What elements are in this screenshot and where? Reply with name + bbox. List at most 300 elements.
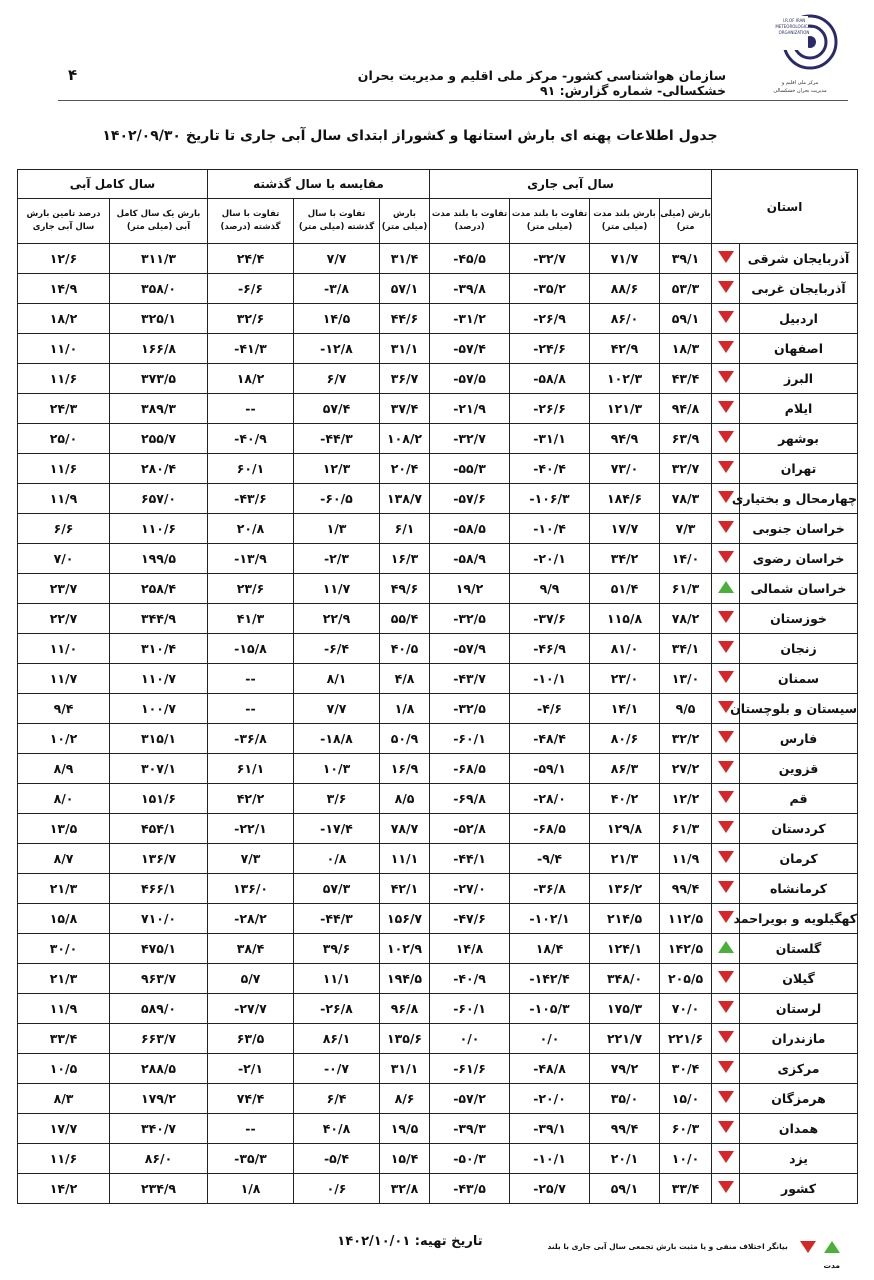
triangle-down-icon <box>718 401 734 413</box>
table-cell: -۴/۶ <box>510 694 590 724</box>
table-cell: ۰/۸ <box>294 844 380 874</box>
table-cell: -۵۷/۵ <box>430 364 510 394</box>
table-cell: ۶۰/۱ <box>208 454 294 484</box>
table-cell: ۱۵/۸ <box>18 904 110 934</box>
table-cell: ۱۹۴/۵ <box>380 964 430 994</box>
table-cell: ۲۵۵/۷ <box>110 424 208 454</box>
table-cell: ۱۲/۶ <box>18 244 110 274</box>
table-cell: -۴۸/۴ <box>510 724 590 754</box>
table-cell: ۲۰/۸ <box>208 514 294 544</box>
table-cell: ۹۴/۸ <box>660 394 712 424</box>
table-cell: ۸/۹ <box>18 754 110 784</box>
column-header: تفاوت با بلند مدت (میلی متر) <box>510 199 590 244</box>
table-cell: ۳۱/۱ <box>380 334 430 364</box>
table-cell: ۷۱۰/۰ <box>110 904 208 934</box>
province-name: زنجان <box>740 634 858 664</box>
table-cell: ۷/۳ <box>208 844 294 874</box>
table-cell: ۹۴/۹ <box>590 424 660 454</box>
column-header: درصد تامین بارش سال آبی جاری <box>18 199 110 244</box>
table-cell: -۶۸/۵ <box>510 814 590 844</box>
table-row <box>18 1024 858 1054</box>
table-cell: ۴۵۴/۱ <box>110 814 208 844</box>
table-cell: ۱۰/۳ <box>294 754 380 784</box>
table-row <box>18 274 858 304</box>
province-name: بوشهر <box>740 424 858 454</box>
table-cell: ۱۴/۰ <box>660 544 712 574</box>
triangle-down-icon <box>718 761 734 773</box>
legend-text: بیانگر اختلاف منفی و یا مثبت بارش تجمعی سال آبی جاری با بلند مدت <box>547 1242 840 1270</box>
table-cell: ۲۳۴/۹ <box>110 1174 208 1204</box>
table-row <box>18 604 858 634</box>
table-cell: ۱۲/۲ <box>660 784 712 814</box>
table-row <box>18 364 858 394</box>
triangle-down-icon <box>718 911 734 923</box>
province-name: کرمان <box>740 844 858 874</box>
table-cell: ۴۷۵/۱ <box>110 934 208 964</box>
table-row <box>18 244 858 274</box>
table-cell: ۳/۶ <box>294 784 380 814</box>
table-cell: ۷۸/۳ <box>660 484 712 514</box>
table-row <box>18 484 858 514</box>
column-header: تفاوت با سال گذشته (میلی متر) <box>294 199 380 244</box>
current-year-header: سال آبی جاری <box>430 170 712 199</box>
table-cell: ۵۹/۱ <box>660 304 712 334</box>
trend-cell <box>712 724 740 754</box>
table-cell: ۱۱/۶ <box>18 1144 110 1174</box>
table-cell: -۲۷/۷ <box>208 994 294 1024</box>
table-cell: -۵۸/۸ <box>510 364 590 394</box>
table-row <box>18 904 858 934</box>
trend-cell <box>712 304 740 334</box>
table-cell: ۳۵۸/۰ <box>110 274 208 304</box>
table-cell: -۵۵/۳ <box>430 454 510 484</box>
trend-cell <box>712 664 740 694</box>
table-cell: ۱۴/۲ <box>18 1174 110 1204</box>
table-cell: ۹۹/۴ <box>660 874 712 904</box>
table-cell: ۷۳/۰ <box>590 454 660 484</box>
table-cell: ۲۰/۱ <box>590 1144 660 1174</box>
triangle-down-icon <box>718 1151 734 1163</box>
table-cell: -۳۹/۱ <box>510 1114 590 1144</box>
page-header <box>0 0 874 110</box>
table-cell: -۱۰/۴ <box>510 514 590 544</box>
table-cell: -۴۳/۷ <box>430 664 510 694</box>
table-cell: -۴۰/۹ <box>430 964 510 994</box>
table-cell: ۱۵۱/۶ <box>110 784 208 814</box>
table-cell: ۱۵۶/۷ <box>380 904 430 934</box>
table-cell: -۵/۴ <box>294 1144 380 1174</box>
table-cell: ۱۰/۰ <box>660 1144 712 1174</box>
table-cell: ۵۷/۴ <box>294 394 380 424</box>
table-cell: ۳۷/۴ <box>380 394 430 424</box>
triangle-down-icon <box>718 731 734 743</box>
table-cell: ۱۳/۰ <box>660 664 712 694</box>
table-cell: -۱۸/۸ <box>294 724 380 754</box>
table-cell: -- <box>208 694 294 724</box>
table-cell: -۶۰/۱ <box>430 994 510 1024</box>
table-cell: ۳۱۱/۳ <box>110 244 208 274</box>
table-cell: ۱۱/۹ <box>660 844 712 874</box>
table-cell: ۸۶/۰ <box>590 304 660 334</box>
table-cell: ۴۴/۶ <box>380 304 430 334</box>
table-row <box>18 694 858 724</box>
trend-cell <box>712 334 740 364</box>
triangle-down-icon <box>718 791 734 803</box>
table-row <box>18 844 858 874</box>
table-cell: -۵۲/۸ <box>430 814 510 844</box>
table-cell: -۱۰۵/۳ <box>510 994 590 1024</box>
table-cell: -۲۰/۰ <box>510 1084 590 1114</box>
triangle-down-icon <box>718 1181 734 1193</box>
table-row <box>18 454 858 484</box>
table-cell: ۲۸۸/۵ <box>110 1054 208 1084</box>
triangle-down-icon <box>718 311 734 323</box>
table-cell: ۱/۸ <box>208 1174 294 1204</box>
table-cell: ۱۳۸/۷ <box>380 484 430 514</box>
table-cell: ۸۸/۶ <box>590 274 660 304</box>
table-row <box>18 964 858 994</box>
table-cell: -۶۹/۸ <box>430 784 510 814</box>
table-cell: -۳۲/۵ <box>430 604 510 634</box>
trend-cell <box>712 934 740 964</box>
province-name: کهگیلویه و بویراحمد <box>740 904 858 934</box>
province-header: استان <box>712 170 858 244</box>
full-year-header: سال کامل آبی <box>18 170 208 199</box>
table-cell: ۶۶۳/۷ <box>110 1024 208 1054</box>
trend-cell <box>712 604 740 634</box>
trend-cell <box>712 274 740 304</box>
trend-cell <box>712 514 740 544</box>
trend-cell <box>712 244 740 274</box>
table-cell: -۵۷/۲ <box>430 1084 510 1114</box>
province-name: تهران <box>740 454 858 484</box>
table-cell: -- <box>208 394 294 424</box>
table-cell: ۱۳/۵ <box>18 814 110 844</box>
table-cell: ۱۹/۵ <box>380 1114 430 1144</box>
triangle-down-icon <box>718 491 734 503</box>
table-cell: ۳۱/۴ <box>380 244 430 274</box>
table-cell: ۳۱۰/۴ <box>110 634 208 664</box>
table-cell: ۴/۸ <box>380 664 430 694</box>
table-cell: ۶۱/۱ <box>208 754 294 784</box>
table-cell: ۴۰/۲ <box>590 784 660 814</box>
table-cell: ۳۰۷/۱ <box>110 754 208 784</box>
table-row <box>18 1054 858 1084</box>
table-cell: ۸۶/۰ <box>110 1144 208 1174</box>
table-cell: ۹/۴ <box>18 694 110 724</box>
column-header: بارش (میلی متر) <box>660 199 712 244</box>
trend-cell <box>712 784 740 814</box>
triangle-down-icon <box>718 551 734 563</box>
trend-cell <box>712 454 740 484</box>
table-cell: ۷۰/۰ <box>660 994 712 1024</box>
table-cell: ۵۷/۱ <box>380 274 430 304</box>
table-cell: ۲۱/۳ <box>18 964 110 994</box>
table-cell: -۲۱/۹ <box>430 394 510 424</box>
table-row <box>18 814 858 844</box>
table-cell: ۸/۷ <box>18 844 110 874</box>
table-cell: ۳۵/۰ <box>590 1084 660 1114</box>
table-cell: ۷۱/۷ <box>590 244 660 274</box>
table-row <box>18 1144 858 1174</box>
trend-cell <box>712 424 740 454</box>
table-cell: -۳۱/۲ <box>430 304 510 334</box>
table-cell: ۱۸/۲ <box>208 364 294 394</box>
table-cell: -۳۲/۵ <box>430 694 510 724</box>
table-cell: ۲۵/۰ <box>18 424 110 454</box>
table-cell: -۳۶/۸ <box>510 874 590 904</box>
table-cell: -۵۷/۶ <box>430 484 510 514</box>
table-cell: -۵۷/۹ <box>430 634 510 664</box>
report-header-line: سازمان هواشناسی کشور- مرکز ملی اقلیم و مدیریت بحران خشکسالی- شماره گزارش: ۹۱ <box>357 68 726 98</box>
table-cell: ۲۰۵/۵ <box>660 964 712 994</box>
table-cell: ۱۱/۹ <box>18 994 110 1024</box>
svg-text:METEOROLOGICAL: METEOROLOGICAL <box>775 24 813 29</box>
triangle-down-icon <box>718 641 734 653</box>
table-cell: -۶/۶ <box>208 274 294 304</box>
table-cell: ۳۴/۱ <box>660 634 712 664</box>
province-name: خوزستان <box>740 604 858 634</box>
table-cell: ۱۴۲/۵ <box>660 934 712 964</box>
table-cell: ۱۱/۰ <box>18 634 110 664</box>
province-name: چهارمحال و بختیاری <box>740 484 858 514</box>
table-cell: ۱۱/۶ <box>18 364 110 394</box>
table-cell: ۳۲/۶ <box>208 304 294 334</box>
table-cell: ۱۱/۷ <box>294 574 380 604</box>
province-name: اصفهان <box>740 334 858 364</box>
trend-cell <box>712 1084 740 1114</box>
table-cell: ۱۸/۴ <box>510 934 590 964</box>
triangle-down-icon <box>718 1031 734 1043</box>
table-cell: ۱۳۵/۶ <box>380 1024 430 1054</box>
table-cell: ۳۳/۴ <box>18 1024 110 1054</box>
table-cell: -۳۲/۷ <box>430 424 510 454</box>
table-cell: ۳۸۹/۳ <box>110 394 208 424</box>
table-row <box>18 1084 858 1114</box>
table-cell: ۲۵۸/۴ <box>110 574 208 604</box>
table-cell: ۸/۶ <box>380 1084 430 1114</box>
table-cell: ۴۳/۴ <box>660 364 712 394</box>
table-row <box>18 934 858 964</box>
triangle-down-icon <box>718 1121 734 1133</box>
table-cell: -۴۵/۵ <box>430 244 510 274</box>
table-cell: ۱۸/۲ <box>18 304 110 334</box>
table-cell: ۱۰۰/۷ <box>110 694 208 724</box>
table-cell: ۲۴/۴ <box>208 244 294 274</box>
table-cell: ۱۲/۳ <box>294 454 380 484</box>
table-cell: ۱۱/۰ <box>18 334 110 364</box>
table-row <box>18 784 858 814</box>
column-header: بارش (میلی متر) <box>380 199 430 244</box>
table-cell: ۱۶۶/۸ <box>110 334 208 364</box>
province-name: البرز <box>740 364 858 394</box>
table-row <box>18 1114 858 1144</box>
province-name: آذربایجان غربی <box>740 274 858 304</box>
table-cell: -۵۷/۴ <box>430 334 510 364</box>
table-cell: -۴۴/۱ <box>430 844 510 874</box>
table-cell: -۲۶/۸ <box>294 994 380 1024</box>
trend-cell <box>712 994 740 1024</box>
table-cell: ۳۰/۴ <box>660 1054 712 1084</box>
table-cell: -۲۴/۶ <box>510 334 590 364</box>
table-cell: ۱۶/۳ <box>380 544 430 574</box>
table-cell: ۸/۰ <box>18 784 110 814</box>
table-cell: -۲۵/۷ <box>510 1174 590 1204</box>
table-row <box>18 994 858 1024</box>
table-cell: -۴۷/۶ <box>430 904 510 934</box>
table-cell: ۲۳/۷ <box>18 574 110 604</box>
table-cell: ۱۲۹/۸ <box>590 814 660 844</box>
table-cell: ۸۱/۰ <box>590 634 660 664</box>
table-cell: ۹۹/۴ <box>590 1114 660 1144</box>
table-cell: ۱۵/۰ <box>660 1084 712 1114</box>
table-cell: ۸۶/۳ <box>590 754 660 784</box>
table-cell: ۱۴/۹ <box>18 274 110 304</box>
table-cell: -۶۰/۵ <box>294 484 380 514</box>
table-cell: ۷/۰ <box>18 544 110 574</box>
table-cell: ۸۶/۱ <box>294 1024 380 1054</box>
table-cell: ۱۷۵/۳ <box>590 994 660 1024</box>
table-cell: -۱۳/۹ <box>208 544 294 574</box>
table-cell: ۱/۳ <box>294 514 380 544</box>
table-cell: -۳۹/۳ <box>430 1114 510 1144</box>
province-name: لرستان <box>740 994 858 1024</box>
trend-cell <box>712 364 740 394</box>
table-cell: ۱۱۵/۸ <box>590 604 660 634</box>
table-cell: ۴۲/۲ <box>208 784 294 814</box>
legend <box>540 1236 840 1270</box>
table-cell: ۱۸۴/۶ <box>590 484 660 514</box>
table-cell: -۳۷/۶ <box>510 604 590 634</box>
table-cell: ۳۱/۱ <box>380 1054 430 1084</box>
table-cell: ۳۴۸/۰ <box>590 964 660 994</box>
table-cell: ۴۰/۸ <box>294 1114 380 1144</box>
trend-cell <box>712 544 740 574</box>
table-cell: ۱۱/۱ <box>294 964 380 994</box>
table-cell: ۳۹/۶ <box>294 934 380 964</box>
table-cell: ۰/۰ <box>430 1024 510 1054</box>
table-cell: ۸۰/۶ <box>590 724 660 754</box>
table-row <box>18 514 858 544</box>
table-cell: -۶۱/۶ <box>430 1054 510 1084</box>
table-cell: -۵۰/۳ <box>430 1144 510 1174</box>
table-cell: ۵/۷ <box>208 964 294 994</box>
table-cell: -۴۴/۳ <box>294 904 380 934</box>
table-row <box>18 664 858 694</box>
table-cell: ۱۱/۷ <box>18 664 110 694</box>
table-cell: ۷/۷ <box>294 694 380 724</box>
table-cell: ۶۰/۳ <box>660 1114 712 1144</box>
table-cell: ۲۰/۴ <box>380 454 430 484</box>
triangle-down-icon <box>718 1061 734 1073</box>
table-cell: ۷/۷ <box>294 244 380 274</box>
table-cell: ۱۷/۷ <box>590 514 660 544</box>
province-name: یزد <box>740 1144 858 1174</box>
page-number: ۴ <box>68 66 78 84</box>
table-cell: ۳۴/۲ <box>590 544 660 574</box>
table-row <box>18 304 858 334</box>
triangle-down-icon <box>718 971 734 983</box>
triangle-down-icon <box>718 431 734 443</box>
table-cell: ۱۸/۳ <box>660 334 712 364</box>
province-name: هرمزگان <box>740 1084 858 1114</box>
table-cell: -۰/۷ <box>294 1054 380 1084</box>
table-cell: -۳۶/۸ <box>208 724 294 754</box>
table-cell: -۴۰/۴ <box>510 454 590 484</box>
table-cell: ۱۱/۶ <box>18 454 110 484</box>
table-cell: ۸/۱ <box>294 664 380 694</box>
triangle-up-icon <box>824 1241 840 1253</box>
table-cell: -۱۰۲/۱ <box>510 904 590 934</box>
trend-cell <box>712 844 740 874</box>
table-cell: ۵۸۹/۰ <box>110 994 208 1024</box>
table-cell: ۳۲۵/۱ <box>110 304 208 334</box>
table-cell: ۳۴۰/۷ <box>110 1114 208 1144</box>
province-name: خراسان شمالی <box>740 574 858 604</box>
triangle-down-icon <box>718 251 734 263</box>
table-cell: -۱۷/۴ <box>294 814 380 844</box>
table-cell: -۴۶/۹ <box>510 634 590 664</box>
table-cell: ۱۰/۲ <box>18 724 110 754</box>
table-cell: -۴۳/۵ <box>430 1174 510 1204</box>
table-cell: ۷۴/۴ <box>208 1084 294 1114</box>
province-name: ایلام <box>740 394 858 424</box>
table-cell: -۲۸/۰ <box>510 784 590 814</box>
table-cell: -۱۰۶/۳ <box>510 484 590 514</box>
table-cell: ۱۱۰/۶ <box>110 514 208 544</box>
svg-text:I.R.OF IRAN: I.R.OF IRAN <box>782 18 806 23</box>
table-row <box>18 424 858 454</box>
trend-cell <box>712 754 740 784</box>
triangle-down-icon <box>718 461 734 473</box>
table-cell: ۱۹۹/۵ <box>110 544 208 574</box>
table-cell: ۰/۶ <box>294 1174 380 1204</box>
table-cell: ۴۹/۶ <box>380 574 430 604</box>
table-cell: ۹۶۳/۷ <box>110 964 208 994</box>
svg-text:مدیریت بحران خشکسالی: مدیریت بحران خشکسالی <box>773 88 827 94</box>
preparation-date: تاریخ تهیه: ۱۴۰۲/۱۰/۰۱ <box>337 1234 483 1249</box>
table-cell: ۳۲/۷ <box>660 454 712 484</box>
table-cell: -۴۳/۶ <box>208 484 294 514</box>
table-cell: -۳۲/۷ <box>510 244 590 274</box>
table-cell: ۶۱/۳ <box>660 574 712 604</box>
table-cell: -۱۰/۱ <box>510 664 590 694</box>
svg-text:مرکز ملی اقلیم و: مرکز ملی اقلیم و <box>781 80 819 86</box>
province-name: مرکزی <box>740 1054 858 1084</box>
table-cell: ۹/۵ <box>660 694 712 724</box>
table-cell: ۱۳۶/۰ <box>208 874 294 904</box>
table-cell: ۸/۳ <box>18 1084 110 1114</box>
triangle-down-icon <box>718 611 734 623</box>
table-cell: ۱/۸ <box>380 694 430 724</box>
table-cell: ۱۴/۸ <box>430 934 510 964</box>
table-cell: -۱۰/۱ <box>510 1144 590 1174</box>
table-cell: ۳۴۴/۹ <box>110 604 208 634</box>
table-cell: -۴۱/۳ <box>208 334 294 364</box>
table-cell: ۱۳۶/۲ <box>590 874 660 904</box>
table-cell: ۲۲۱/۶ <box>660 1024 712 1054</box>
table-cell: ۶۱/۳ <box>660 814 712 844</box>
svg-text:ORGANIZATION: ORGANIZATION <box>778 30 810 35</box>
triangle-down-icon <box>718 1001 734 1013</box>
table-cell: ۸/۵ <box>380 784 430 814</box>
table-cell: ۲۳/۰ <box>590 664 660 694</box>
table-cell: ۷۸/۷ <box>380 814 430 844</box>
table-row <box>18 1174 858 1204</box>
triangle-down-icon <box>718 521 734 533</box>
table-cell: ۲۱/۳ <box>18 874 110 904</box>
triangle-down-icon <box>718 701 734 713</box>
